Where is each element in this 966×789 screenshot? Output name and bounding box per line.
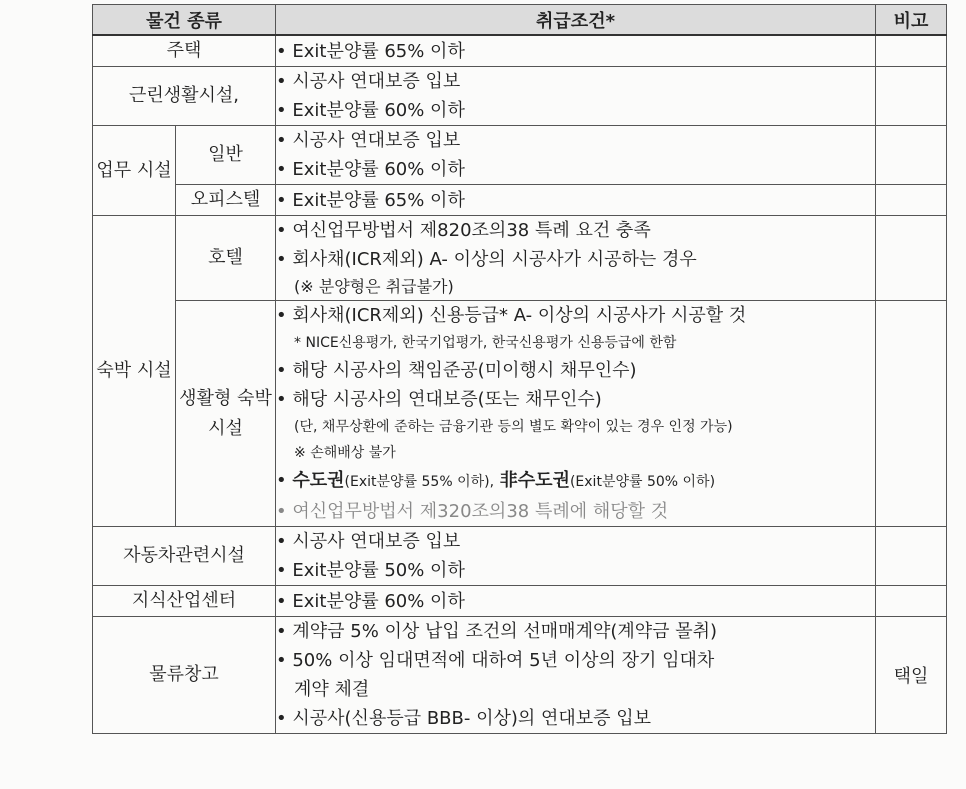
list-item: • Exit분양률 60% 이하 xyxy=(276,587,875,616)
cond-hotel xyxy=(276,216,876,301)
list-item: • Exit분양률 60% 이하 xyxy=(276,96,875,125)
note-cell xyxy=(876,216,947,301)
cat-officetel: 오피스텔 xyxy=(176,185,276,216)
list-item: • 계약금 5% 이상 납입 조건의 선매매계약(계약금 몰취) xyxy=(276,617,875,646)
list-item: • 회사채(ICR제외) 신용등급* A- 이상의 시공사가 시공할 것 xyxy=(276,301,875,330)
cat-house: 주택 xyxy=(93,35,276,67)
list-item: • 시공사 연대보증 입보 xyxy=(276,67,875,96)
table-row xyxy=(93,527,947,586)
note-cell xyxy=(876,527,947,586)
note-cell xyxy=(876,586,947,617)
list-subnote: (※ 분양형은 취급불가) xyxy=(294,277,454,296)
list-item: • 시공사(신용등급 BBB- 이상)의 연대보증 입보 xyxy=(276,704,875,733)
cond-car xyxy=(276,527,876,586)
list-item: • 50% 이상 임대면적에 대하여 5년 이상의 장기 임대차 xyxy=(276,646,875,675)
list-item: • 해당 시공사의 책임준공(미이행시 채무인수) xyxy=(276,356,875,385)
list-item: • Exit분양률 65% 이하 xyxy=(276,186,875,215)
note-cell xyxy=(876,301,947,527)
list-item: • Exit분양률 60% 이하 xyxy=(276,155,875,184)
cat-lodging-group: 숙박 시설 xyxy=(93,216,176,527)
cat-hotel: 호텔 xyxy=(176,216,276,301)
header-note: 비고 xyxy=(876,5,947,36)
header-type: 물건 종류 xyxy=(93,5,276,36)
list-subnote: ※ 손해배상 불가 xyxy=(294,445,396,461)
cat-car: 자동차관련시설 xyxy=(93,527,276,586)
table-row xyxy=(93,67,947,126)
table-row xyxy=(93,586,947,617)
list-item: • 시공사 연대보증 입보 xyxy=(276,126,875,155)
cat-living: 생활형 숙박시설 xyxy=(176,301,276,527)
list-item: • Exit분양률 65% 이하 xyxy=(276,37,875,66)
cat-knowledge: 지식산업센터 xyxy=(93,586,276,617)
table-row xyxy=(93,185,947,216)
note-cell xyxy=(876,126,947,185)
region-capital: 수도권 xyxy=(292,470,345,491)
cond-officetel xyxy=(276,185,876,216)
list-item: • 여신업무방법서 제320조의38 특례에 해당할 것 xyxy=(276,497,875,526)
list-item-continued xyxy=(276,675,875,704)
region-noncapital: 非수도권 xyxy=(499,470,570,491)
note-cell xyxy=(876,35,947,67)
table-header-row xyxy=(93,5,947,36)
cat-office-general: 일반 xyxy=(176,126,276,185)
list-item: • 회사채(ICR제외) A- 이상의 시공사가 시공하는 경우 xyxy=(276,245,875,274)
cat-neighbor: 근린생활시설, xyxy=(93,67,276,126)
cond-neighbor xyxy=(276,67,876,126)
table-row xyxy=(93,35,947,67)
cat-office-group: 업무 시설 xyxy=(93,126,176,216)
cond-living xyxy=(276,301,876,527)
table-row xyxy=(93,301,947,527)
cond-knowledge xyxy=(276,586,876,617)
table-row xyxy=(93,126,947,185)
cond-office-general xyxy=(276,126,876,185)
list-item-region xyxy=(276,466,875,497)
list-item-continued-text: 계약 체결 xyxy=(294,679,370,700)
list-item: • 시공사 연대보증 입보 xyxy=(276,527,875,556)
list-item: • 해당 시공사의 연대보증(또는 채무인수) xyxy=(276,385,875,414)
list-item: • 여신업무방법서 제820조의38 특례 요건 충족 xyxy=(276,216,875,245)
cat-logistics: 물류창고 xyxy=(93,617,276,734)
note-cell xyxy=(876,67,947,126)
region-capital-rate: (Exit분양률 55% 이하), xyxy=(344,474,495,490)
note-cell xyxy=(876,185,947,216)
list-subnote: (단, 채무상환에 준하는 금융기관 등의 별도 확약이 있는 경우 인정 가능) xyxy=(294,419,733,435)
note-logistics: 택일 xyxy=(876,617,947,734)
cond-house xyxy=(276,35,876,67)
cond-logistics xyxy=(276,617,876,734)
conditions-table xyxy=(92,4,947,734)
header-conditions: 취급조건* xyxy=(276,5,876,36)
list-subnote: * NICE신용평가, 한국기업평가, 한국신용평가 신용등급에 한함 xyxy=(294,335,677,351)
region-noncapital-rate: (Exit분양률 50% 이하) xyxy=(569,474,716,490)
table-row xyxy=(93,216,947,301)
list-item: • Exit분양률 50% 이하 xyxy=(276,556,875,585)
table-row xyxy=(93,617,947,734)
